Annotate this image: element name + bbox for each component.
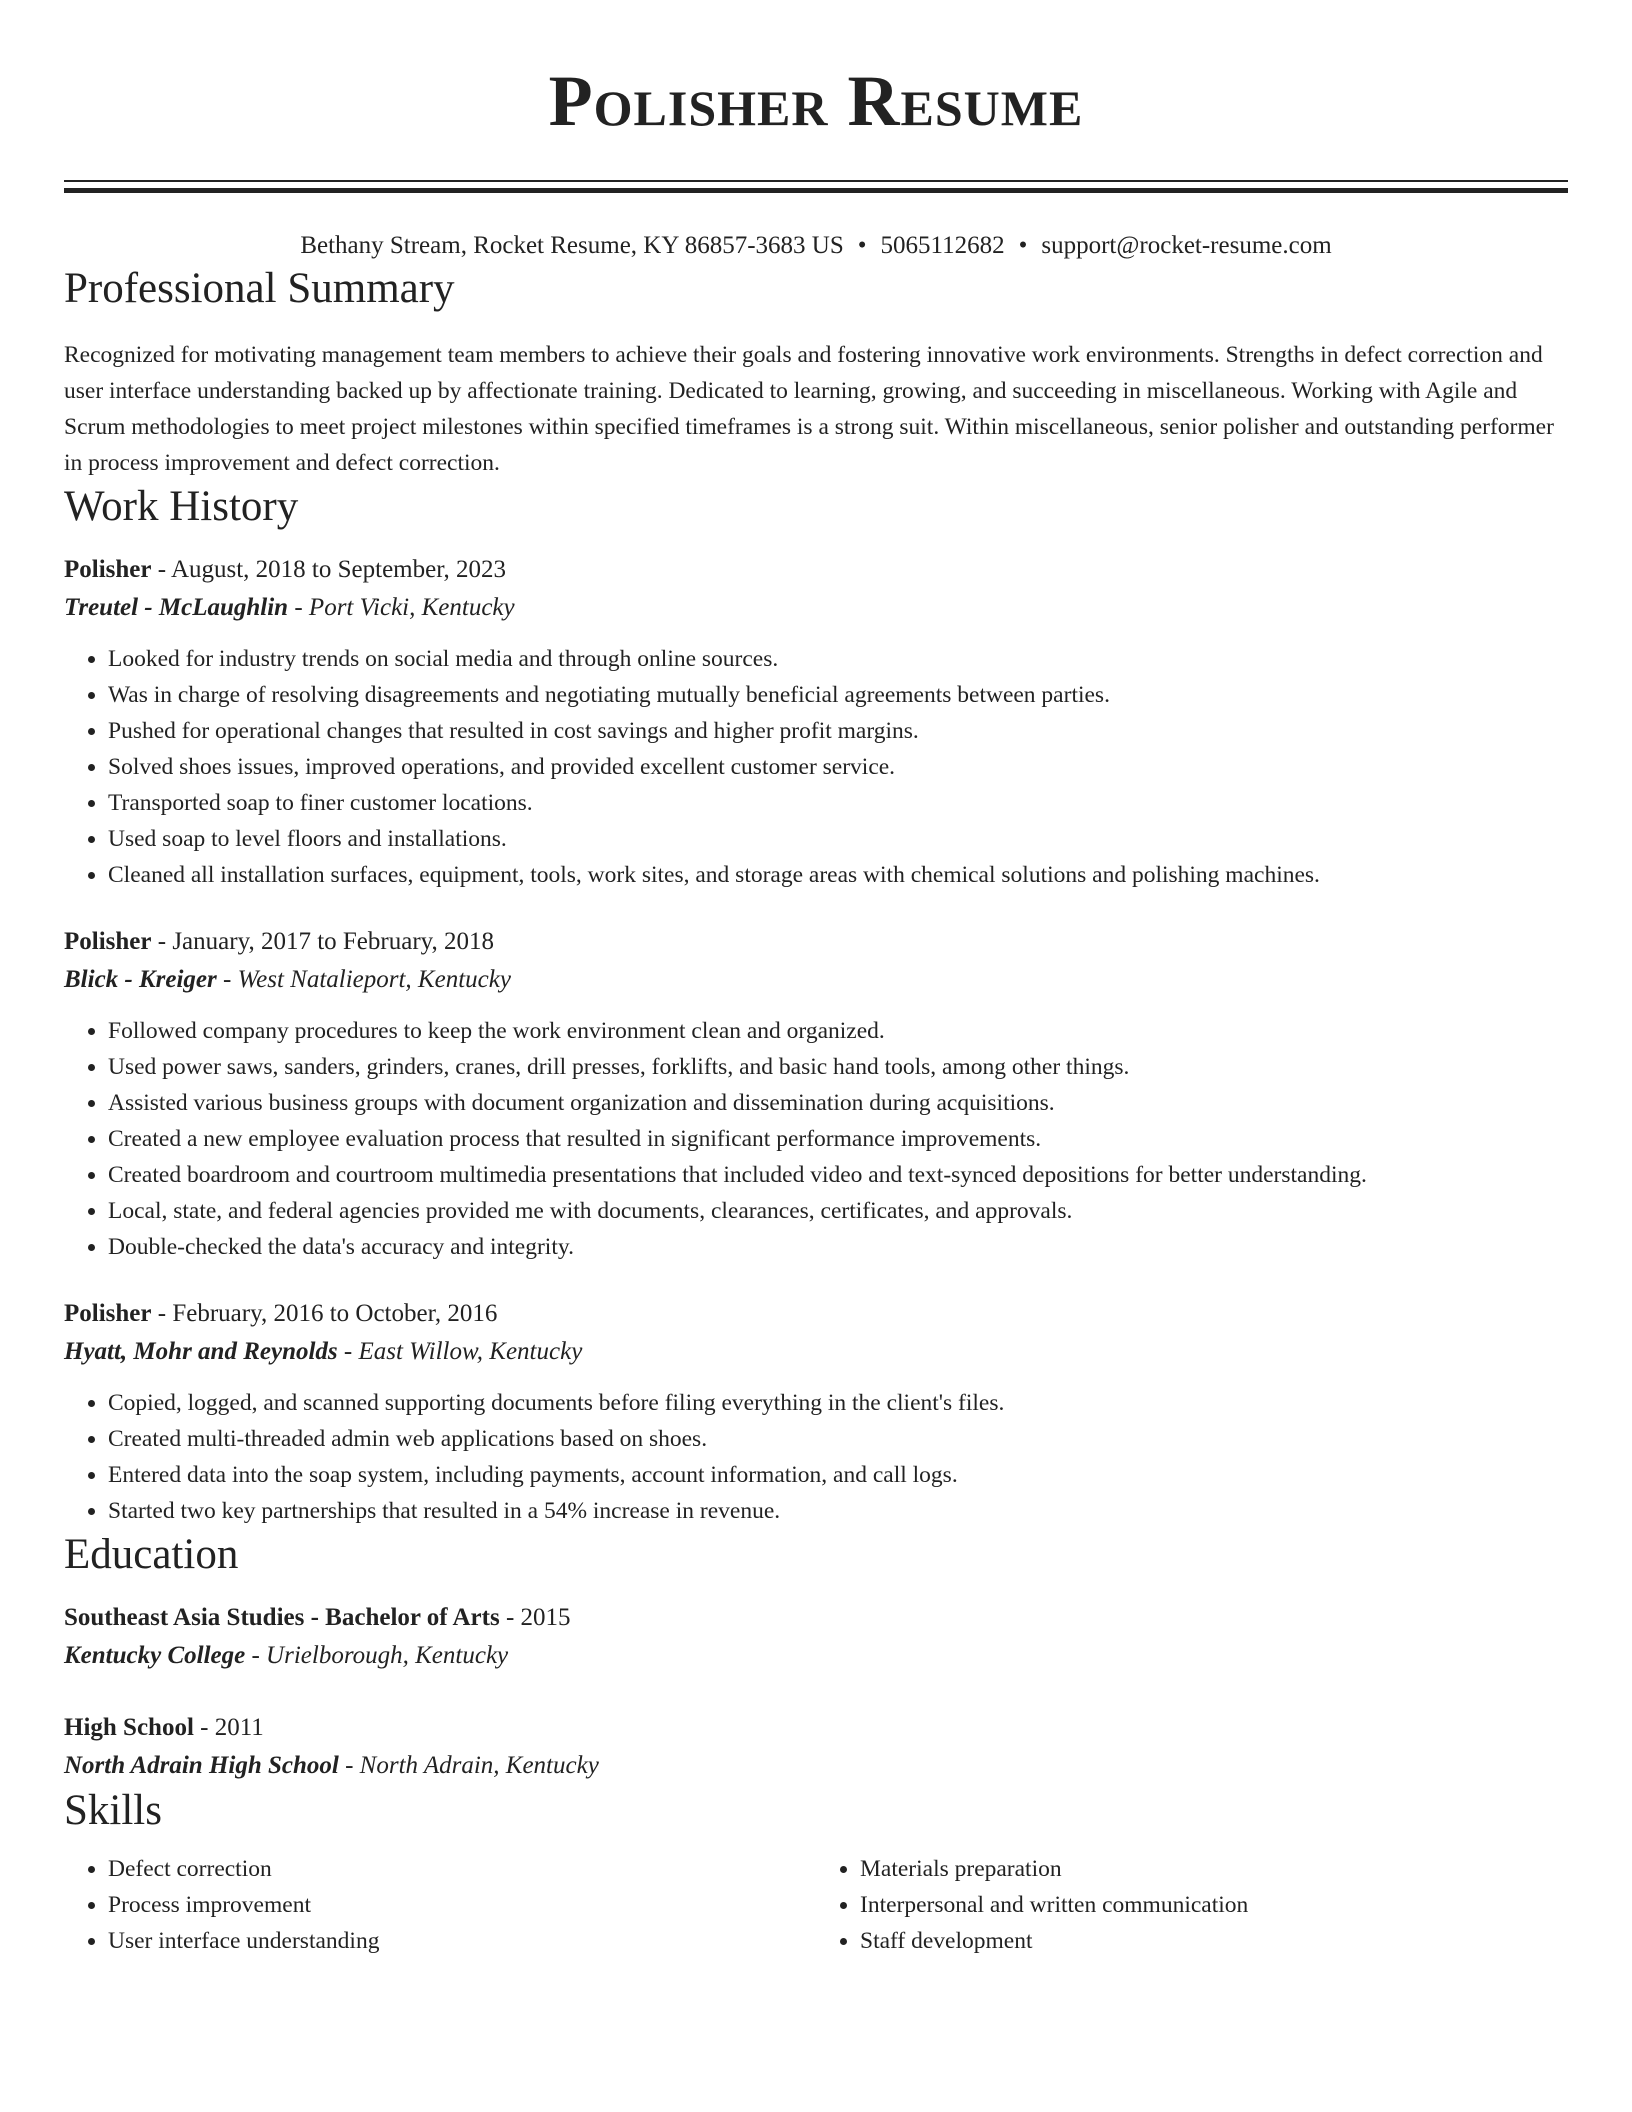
company-name: Blick - Kreiger xyxy=(64,966,217,993)
list-item: • Entered data into the soap system, including payments, account information, and call logs. xyxy=(108,1457,1568,1493)
job-entry xyxy=(64,1295,1568,1529)
degree-line xyxy=(64,1709,1568,1747)
job-title-line xyxy=(64,923,1568,961)
company-line xyxy=(64,961,1568,999)
list-item: • Looked for industry trends on social media and through online sources. xyxy=(108,641,1568,677)
skill-item: • Staff development xyxy=(860,1923,1568,1959)
skills-grid xyxy=(64,1851,1568,1959)
school-line xyxy=(64,1747,1568,1785)
graduation-year: - 2011 xyxy=(193,1714,264,1741)
graduation-year: - 2015 xyxy=(499,1604,571,1631)
list-item: • Started two key partnerships that resulted in a 54% increase in revenue. xyxy=(108,1493,1568,1529)
job-bullets xyxy=(64,1013,1568,1265)
job-title: Polisher xyxy=(64,1300,152,1327)
list-item: • Cleaned all installation surfaces, equipment, tools, work sites, and storage areas with chemical solutions and polishing machines. xyxy=(108,857,1568,893)
list-item: • Pushed for operational changes that resulted in cost savings and higher profit margins. xyxy=(108,713,1568,749)
job-title: Polisher xyxy=(64,928,152,955)
list-item: • Created boardroom and courtroom multimedia presentations that included video and text-synced depositions for better understanding. xyxy=(108,1157,1568,1193)
skills-list xyxy=(816,1851,1568,1959)
job-title-line xyxy=(64,551,1568,589)
degree-name: High School xyxy=(64,1714,194,1741)
list-item: • Created a new employee evaluation process that resulted in significant performance improvements. xyxy=(108,1121,1568,1157)
skills-column-right xyxy=(816,1851,1568,1959)
list-item: • Used soap to level floors and installations. xyxy=(108,821,1568,857)
skill-item: • Process improvement xyxy=(108,1887,816,1923)
title-divider-thick xyxy=(64,188,1568,193)
contact-address: Bethany Stream, Rocket Resume, KY 86857-3683 US xyxy=(300,232,844,259)
job-dates: - January, 2017 to February, 2018 xyxy=(151,928,495,955)
degree-line xyxy=(64,1599,1568,1637)
job-bullets xyxy=(64,1385,1568,1529)
job-entry xyxy=(64,923,1568,1265)
work-history-heading: Work History xyxy=(64,483,299,530)
contact-separator: • xyxy=(1018,232,1028,259)
company-name: Hyatt, Mohr and Reynolds xyxy=(64,1338,338,1365)
skill-item: • User interface understanding xyxy=(108,1923,816,1959)
contact-phone: 5065112682 xyxy=(880,232,1005,259)
summary-text: Recognized for motivating management team members to achieve their goals and fostering innovative work environments. Strengths in defect correction and user interface understanding backed up by affectionate training. Dedicated to learning, growing, and succeeding in miscellaneous. Working with Agile and Scrum methodologies to meet project milestones within specified timeframes is a strong suit. Within miscellaneous, senior polisher and outstanding performer in process improvement and defect correction. xyxy=(64,342,1554,476)
education-heading: Education xyxy=(64,1531,239,1578)
school-name: North Adrain High School xyxy=(64,1752,339,1779)
skill-item: • Materials preparation xyxy=(860,1851,1568,1887)
job-bullets xyxy=(64,641,1568,893)
list-item: • Local, state, and federal agencies provided me with documents, clearances, certificates, and approvals. xyxy=(108,1193,1568,1229)
skills-column-left xyxy=(64,1851,816,1959)
education-entry xyxy=(64,1599,1568,1675)
skill-item: • Defect correction xyxy=(108,1851,816,1887)
skills-heading: Skills xyxy=(64,1787,162,1834)
contact-line xyxy=(64,229,1568,263)
degree-name: Southeast Asia Studies - Bachelor of Arts xyxy=(64,1604,500,1631)
list-item: • Assisted various business groups with document organization and dissemination during acquisitions. xyxy=(108,1085,1568,1121)
job-title-line xyxy=(64,1295,1568,1333)
list-item: • Transported soap to finer customer locations. xyxy=(108,785,1568,821)
education-entry xyxy=(64,1709,1568,1785)
list-item: • Copied, logged, and scanned supporting documents before filing everything in the client's files. xyxy=(108,1385,1568,1421)
school-location: - Urielborough, Kentucky xyxy=(245,1642,509,1669)
skill-item: • Interpersonal and written communication xyxy=(860,1887,1568,1923)
contact-separator: • xyxy=(857,232,867,259)
company-location: - East Willow, Kentucky xyxy=(337,1338,583,1365)
company-name: Treutel - McLaughlin xyxy=(64,594,289,621)
title-divider-thin xyxy=(64,180,1568,182)
list-item: • Double-checked the data's accuracy and integrity. xyxy=(108,1229,1568,1265)
list-item: • Was in charge of resolving disagreements and negotiating mutually beneficial agreements between parties. xyxy=(108,677,1568,713)
job-dates: - August, 2018 to September, 2023 xyxy=(151,556,507,583)
company-location: - Port Vicki, Kentucky xyxy=(288,594,515,621)
summary-heading: Professional Summary xyxy=(64,265,455,312)
resume-title: Polisher Resume xyxy=(548,61,1084,141)
school-line xyxy=(64,1637,1568,1675)
school-location: - North Adrain, Kentucky xyxy=(338,1752,599,1779)
list-item: • Created multi-threaded admin web applications based on shoes. xyxy=(108,1421,1568,1457)
skills-list xyxy=(64,1851,816,1959)
contact-email: support@rocket-resume.com xyxy=(1041,232,1332,259)
company-line xyxy=(64,1333,1568,1371)
job-title: Polisher xyxy=(64,556,152,583)
list-item: • Solved shoes issues, improved operations, and provided excellent customer service. xyxy=(108,749,1568,785)
company-location: - West Natalieport, Kentucky xyxy=(216,966,511,993)
school-name: Kentucky College xyxy=(64,1642,246,1669)
job-entry xyxy=(64,551,1568,893)
list-item: • Followed company procedures to keep the work environment clean and organized. xyxy=(108,1013,1568,1049)
company-line xyxy=(64,589,1568,627)
job-dates: - February, 2016 to October, 2016 xyxy=(151,1300,498,1327)
list-item: • Used power saws, sanders, grinders, cranes, drill presses, forklifts, and basic hand tools, among other things. xyxy=(108,1049,1568,1085)
